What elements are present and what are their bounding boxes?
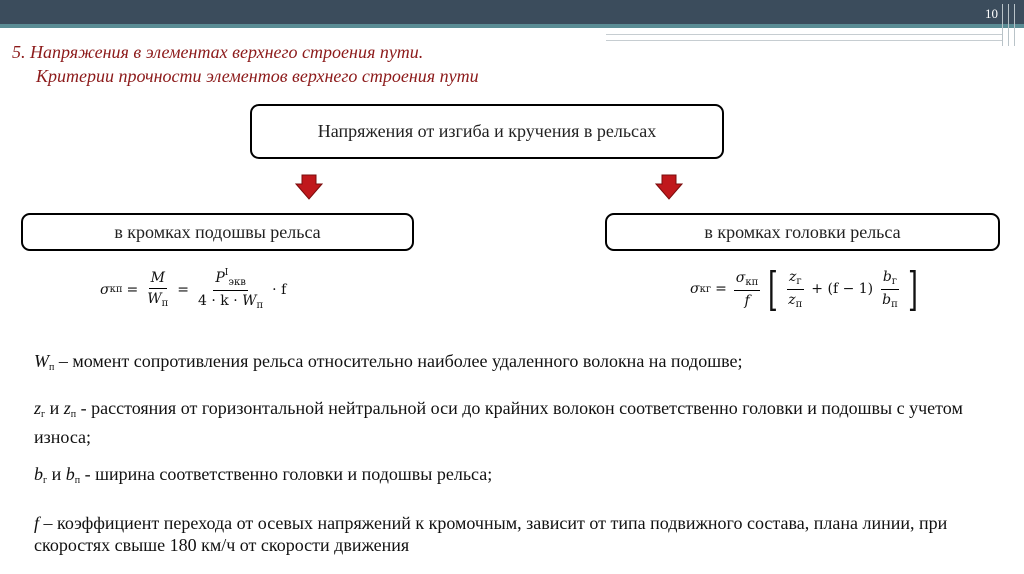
top-bar bbox=[0, 0, 1024, 24]
page-number: 10 bbox=[985, 6, 998, 21]
main-box-label: Напряжения от изгиба и кручения в рельсах bbox=[317, 121, 657, 141]
down-arrow-icon bbox=[295, 174, 323, 200]
slide-title: 5. Напряжения в элементах верхнего строения пути. bbox=[12, 42, 424, 62]
right-box-label: в кромках головки рельса bbox=[704, 221, 901, 242]
top-bar-accent bbox=[0, 24, 1024, 28]
formula-right: σ кг = $\frac{\sigma_{кп}}{f}$ [ $\frac{z_г}{z_п}$ + (f − 1) $\frac{b_г}{b_п}$ ] bbox=[690, 262, 918, 316]
main-box bbox=[250, 104, 724, 159]
down-arrow-icon bbox=[655, 174, 683, 200]
decor-line bbox=[606, 40, 1002, 41]
definition-w: $W_п$ – момент сопротивления рельса относительно наиболее удаленного волокна на подошве; bbox=[34, 351, 743, 373]
decor-line bbox=[606, 34, 1002, 35]
formula-left: σ кп = $\frac{M}{W_п}$ = $\frac{P^I_{экв}}{4 \cdot k \cdot W_п}$ · f bbox=[100, 268, 287, 311]
right-box bbox=[605, 213, 1000, 251]
definition-b: $b_г$ и $b_п$ - ширина соответственно головки и подошвы рельса; bbox=[34, 464, 493, 486]
left-box-label: в кромках подошвы рельса bbox=[114, 221, 321, 242]
slide-subtitle: Критерии прочности элементов верхнего строения пути bbox=[36, 66, 479, 86]
definition-z: $z_г$ и $z_п$ - расстояния от горизонтальной нейтральной оси до крайних волокон соответственно головки и подошвы с учетом износа; bbox=[34, 398, 963, 447]
left-box bbox=[21, 213, 414, 251]
definition-f: f – коэффициент перехода от осевых напряжений к кромочным, зависит от типа подвижного состава, плана линии, при скоростях свыше 180 км/ч от скорости движения bbox=[34, 513, 948, 555]
